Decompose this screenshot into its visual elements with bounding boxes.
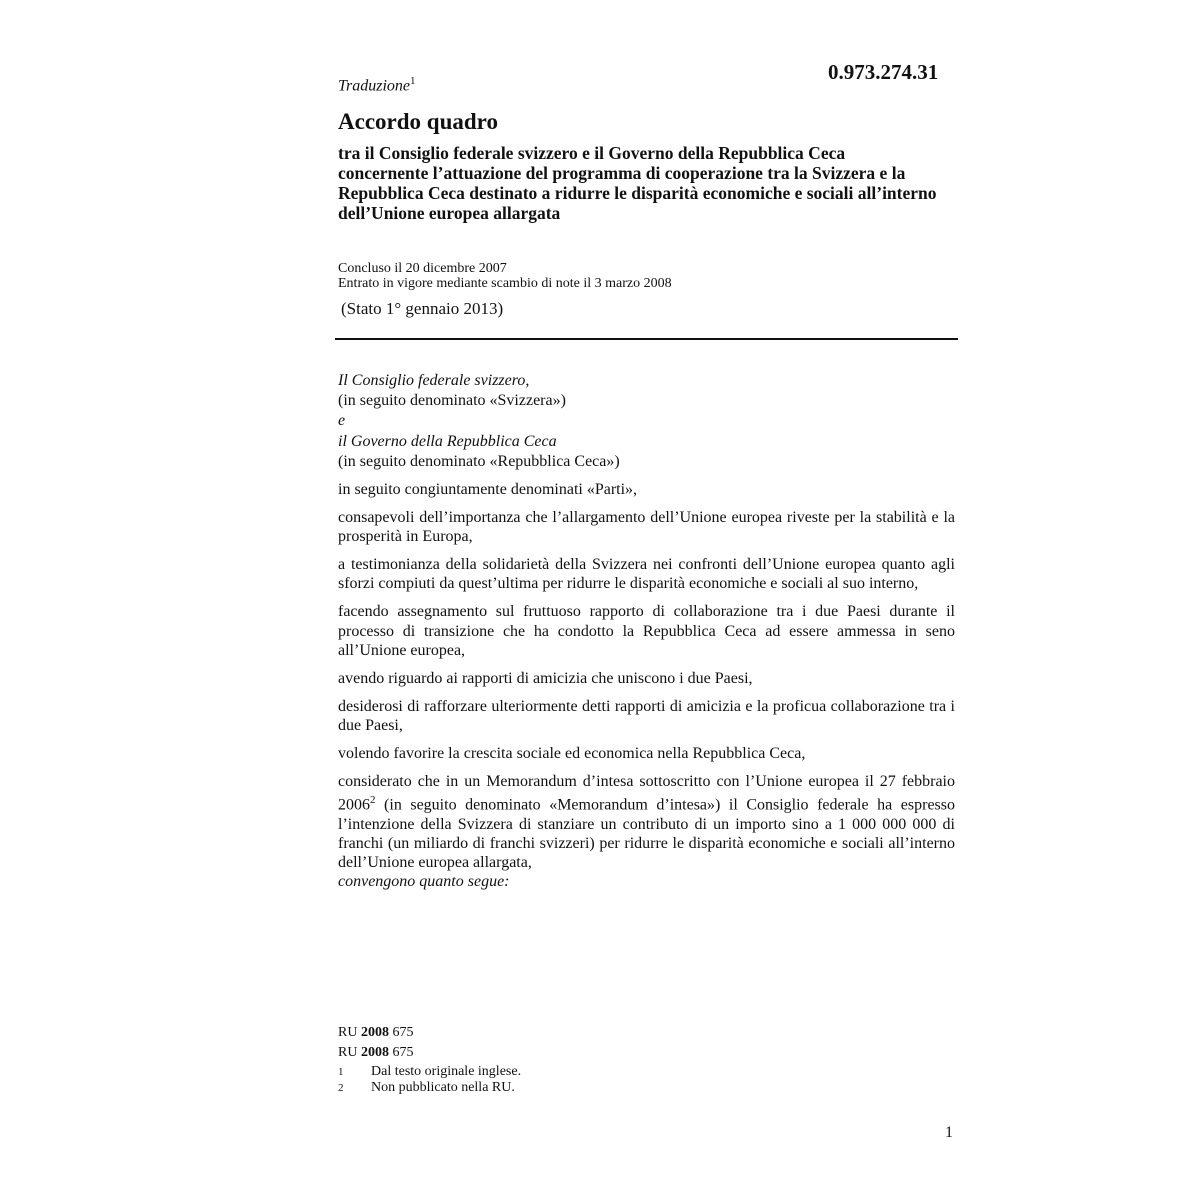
party-2-alias: (in seguito denominato «Repubblica Ceca»)	[338, 452, 620, 470]
preamble	[338, 371, 955, 472]
footnote-2	[338, 1080, 521, 1096]
recital-memorandum	[338, 772, 955, 872]
footnote-ref-1[interactable]: 1	[410, 75, 416, 87]
footnote-1	[338, 1064, 521, 1080]
ref-year: 2008	[360, 1045, 389, 1060]
translation-text: Traduzione	[338, 77, 411, 95]
conjunction: e	[338, 412, 346, 430]
footnote-text: Dal testo originale inglese.	[371, 1064, 522, 1079]
recital-solidarity: a testimonianza della solidarietà della Svizzera nei confronti dell’Unione europea quanto agli sforzi compiuti da quest’ultima per ridurre le disparità economiche e sociali al suo interno,	[338, 556, 955, 593]
party-2-name: il Governo della Repubblica Ceca	[338, 432, 557, 450]
recital-growth: volendo favorire la crescita sociale ed economica nella Repubblica Ceca,	[338, 745, 806, 763]
footnotes	[338, 1064, 521, 1096]
entry-into-force: Entrato in vigore mediante scambio di note il 3 marzo 2008	[338, 276, 672, 291]
page-number: 1	[945, 1124, 953, 1141]
reference-line-1	[338, 1023, 413, 1043]
party-1-name: Il Consiglio federale svizzero,	[338, 372, 530, 389]
ref-prefix: RU	[338, 1045, 358, 1060]
document-subtitle: tra il Consiglio federale svizzero e il Governo della Repubblica Ceca concernente l’attuazione del programma di cooperazione tra la Svizzera e la Repubblica Ceca destinato a ridurre le disparità economiche e sociali all’interno dell’Unione europea allargata	[338, 143, 937, 223]
official-references	[338, 1023, 413, 1063]
footnote-ref-2[interactable]: 2	[370, 794, 376, 807]
translation-label	[338, 75, 416, 95]
recitals	[338, 480, 955, 892]
ref-prefix: RU	[338, 1025, 358, 1040]
reference-line-2	[338, 1043, 413, 1063]
closing-formula: convengono quanto segue:	[338, 873, 510, 891]
ref-year: 2008	[360, 1025, 389, 1040]
conclusion-info	[338, 261, 672, 291]
ref-page: 675	[392, 1025, 414, 1040]
recital-enlargement: consapevoli dell’importanza che l’allargamento dell’Unione europea riveste per la stabilità e la prosperità in Europa,	[338, 509, 955, 546]
status-date: (Stato 1° gennaio 2013)	[341, 299, 504, 318]
footnote-text: Non pubblicato nella RU.	[371, 1080, 515, 1095]
document-title: Accordo quadro	[338, 109, 498, 134]
sr-number: 0.973.274.31	[828, 60, 939, 84]
recital-collaboration: facendo assegnamento sul fruttuoso rapporto di collaborazione tra i due Paesi durante il processo di transizione che ha condotto la Repubblica Ceca ad essere ammessa in seno all’Unione europea,	[338, 603, 955, 659]
party-1-alias: (in seguito denominato «Svizzera»)	[338, 392, 566, 410]
footnote-number: 1	[338, 1066, 344, 1078]
concluded-date: Concluso il 20 dicembre 2007	[338, 261, 507, 276]
recital-friendship: avendo riguardo ai rapporti di amicizia che uniscono i due Paesi,	[338, 669, 753, 687]
memorandum-text-b: (in seguito denominato «Memorandum d’intesa») il Consiglio federale ha espresso l’intenzione della Svizzera di stanziare un contributo di un importo sino a 1 000 000 000 di franchi (un miliardo di franchi svizzeri) per ridurre le disparità economiche e sociali all’interno dell’Unione europea allargata,	[338, 796, 955, 872]
memorandum-text-a: considerato che in un Memorandum d’intesa sottoscritto con l’Unione europea il 27 febbraio 2006	[338, 773, 955, 814]
ref-page: 675	[392, 1045, 414, 1060]
recital-strengthen: desiderosi di rafforzare ulteriormente detti rapporti di amicizia e la proficua collaborazione tra i due Paesi,	[338, 697, 955, 735]
footnote-number: 2	[338, 1082, 344, 1094]
separator-rule	[335, 338, 958, 340]
recital-parties: in seguito congiuntamente denominati «Parti»,	[338, 481, 638, 498]
